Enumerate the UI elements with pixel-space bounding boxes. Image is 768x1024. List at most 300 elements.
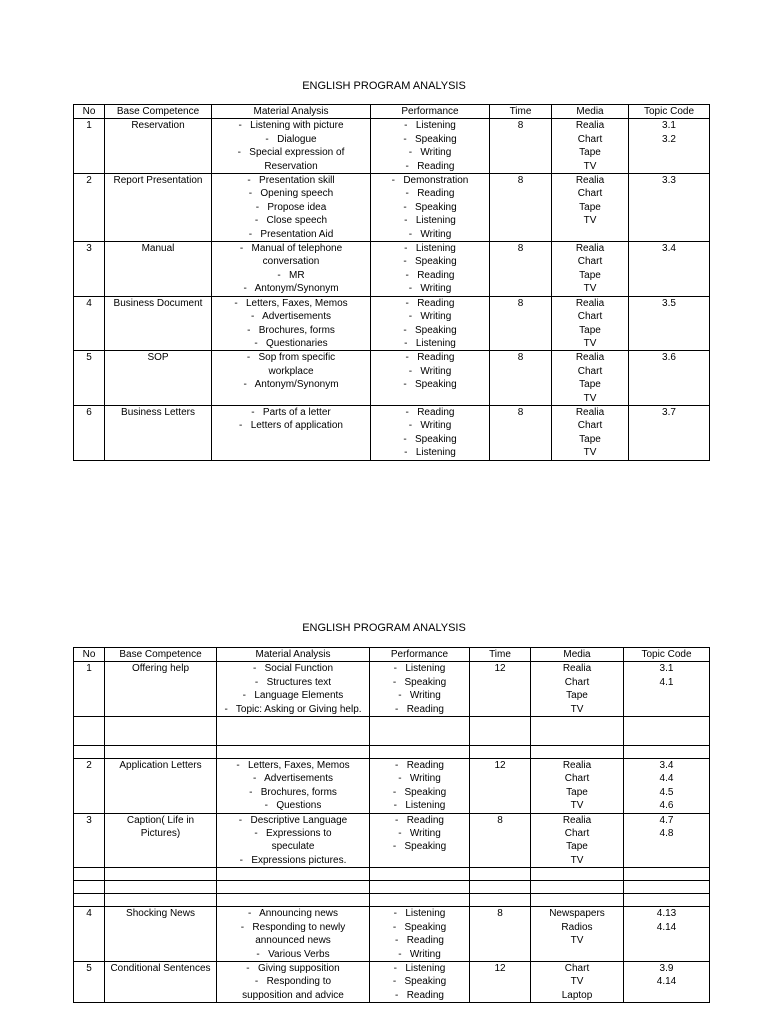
material-item: - Social Function xyxy=(219,662,367,675)
table-row xyxy=(74,242,710,297)
material-item: - Expressions to xyxy=(219,827,367,840)
page-title: ENGLISH PROGRAM ANALYSIS xyxy=(302,80,466,92)
topic-code: 3.2 xyxy=(662,133,676,145)
topic-code: 3.1 xyxy=(662,120,676,132)
media-item: TV xyxy=(583,392,597,404)
topic-code: 4.6 xyxy=(659,800,674,812)
header-material-analysis: Material Analysis xyxy=(217,648,370,662)
empty-cell xyxy=(370,746,470,759)
row-number: 5 xyxy=(74,351,105,406)
material-item: - Antonym/Synonym xyxy=(214,378,368,391)
media-cell xyxy=(531,961,624,1002)
time-cell: 12 xyxy=(470,759,531,814)
time-cell: 8 xyxy=(490,296,552,351)
media-item: Tape xyxy=(579,269,601,281)
base-competence-text: Caption( Life in xyxy=(126,814,195,826)
time-cell: 8 xyxy=(490,174,552,242)
media-cell xyxy=(552,296,629,351)
empty-cell xyxy=(217,894,370,907)
media-item: TV xyxy=(583,447,597,459)
empty-cell xyxy=(624,881,710,894)
header-media: Media xyxy=(531,648,624,662)
base-competence-text: Offering help xyxy=(131,663,190,675)
row-number: 6 xyxy=(74,405,105,460)
material-item: - Presentation skill xyxy=(214,174,368,187)
material-item: - Expressions pictures. xyxy=(219,854,367,867)
material-item: - Sop from specific xyxy=(214,351,368,364)
media-item: TV xyxy=(570,854,584,866)
topic-code: 4.5 xyxy=(659,786,674,798)
material-item: - Questions xyxy=(219,799,367,812)
performance-cell xyxy=(370,662,470,717)
media-item: Chart xyxy=(577,420,603,432)
material-item: - Manual of telephone xyxy=(214,242,368,255)
media-item: Chart xyxy=(564,773,590,785)
media-item: Realia xyxy=(575,352,605,364)
material-item: speculate xyxy=(271,841,315,853)
performance-cell xyxy=(371,174,490,242)
base-competence-cell xyxy=(105,296,212,351)
empty-cell xyxy=(217,717,370,746)
empty-cell xyxy=(624,717,710,746)
header-performance: Performance xyxy=(370,648,470,662)
performance-item: - Listening xyxy=(372,662,467,675)
media-item: Realia xyxy=(575,175,605,187)
topic-code: 3.5 xyxy=(662,297,676,309)
row-number: 3 xyxy=(74,813,105,868)
topic-code-cell xyxy=(624,813,710,868)
performance-item: - Writing xyxy=(372,772,467,785)
material-item: - Antonym/Synonym xyxy=(214,282,368,295)
performance-item: - Speaking xyxy=(373,255,487,268)
material-item: - Announcing news xyxy=(219,907,367,920)
header-no: No xyxy=(74,648,105,662)
performance-item: - Reading xyxy=(372,703,467,716)
header-base-competence: Base Competence xyxy=(105,105,212,119)
base-competence-text: Manual xyxy=(141,243,175,255)
media-item: Newspapers xyxy=(549,908,605,920)
header-topic-code: Topic Code xyxy=(629,105,710,119)
material-item: - Language Elements xyxy=(219,689,367,702)
media-item: Realia xyxy=(575,297,605,309)
material-item: conversation xyxy=(262,256,320,268)
performance-item: - Writing xyxy=(372,827,467,840)
performance-item: - Reading xyxy=(373,269,487,282)
performance-item: - Speaking xyxy=(373,201,487,214)
media-cell xyxy=(552,351,629,406)
media-cell xyxy=(531,662,624,717)
performance-item: - Speaking xyxy=(373,133,487,146)
empty-cell xyxy=(624,746,710,759)
media-item: TV xyxy=(583,215,597,227)
material-analysis-cell xyxy=(212,242,371,297)
program-table xyxy=(73,104,710,461)
page-title: ENGLISH PROGRAM ANALYSIS xyxy=(302,622,466,634)
media-item: Tape xyxy=(579,147,601,159)
header-time: Time xyxy=(470,648,531,662)
empty-cell xyxy=(105,881,217,894)
empty-cell xyxy=(531,894,624,907)
row-number: 5 xyxy=(74,961,105,1002)
empty-cell xyxy=(531,717,624,746)
table-row xyxy=(74,405,710,460)
performance-item: - Writing xyxy=(373,310,487,323)
row-number: 3 xyxy=(74,242,105,297)
empty-cell xyxy=(470,881,531,894)
performance-item: - Speaking xyxy=(372,840,467,853)
media-item: Chart xyxy=(577,256,603,268)
row-number: 2 xyxy=(74,759,105,814)
topic-code-cell xyxy=(629,405,710,460)
topic-code: 3.6 xyxy=(662,352,676,364)
time-cell: 8 xyxy=(470,813,531,868)
topic-code: 4.8 xyxy=(659,828,674,840)
table-row xyxy=(74,759,710,814)
material-item: - Various Verbs xyxy=(219,948,367,961)
table-row xyxy=(74,813,710,868)
media-item: Chart xyxy=(564,828,590,840)
material-analysis-cell xyxy=(217,961,370,1002)
empty-table-row xyxy=(74,868,710,881)
media-item: Realia xyxy=(562,760,592,772)
media-item: Laptop xyxy=(561,989,593,1001)
time-cell: 12 xyxy=(470,662,531,717)
material-item: Reservation xyxy=(264,160,318,172)
topic-code: 3.4 xyxy=(662,243,676,255)
base-competence-text: SOP xyxy=(147,352,169,364)
table-row xyxy=(74,961,710,1002)
base-competence-text: Application Letters xyxy=(119,760,202,772)
material-item: - Responding to newly xyxy=(219,921,367,934)
table-header-row xyxy=(74,105,710,119)
performance-item: - Reading xyxy=(373,406,487,419)
material-item: - Giving supposition xyxy=(219,962,367,975)
performance-cell xyxy=(370,759,470,814)
base-competence-text: Pictures) xyxy=(140,828,181,840)
empty-cell xyxy=(624,894,710,907)
material-item: - MR xyxy=(214,269,368,282)
material-item: - Responding to xyxy=(219,975,367,988)
media-item: Realia xyxy=(575,406,605,418)
header-performance: Performance xyxy=(371,105,490,119)
empty-cell xyxy=(217,868,370,881)
media-item: Realia xyxy=(562,663,592,675)
performance-cell xyxy=(371,119,490,174)
material-item: workplace xyxy=(268,365,314,377)
topic-code: 4.14 xyxy=(656,976,677,988)
time-cell: 8 xyxy=(470,907,531,962)
topic-code-cell xyxy=(624,907,710,962)
performance-item: - Listening xyxy=(373,214,487,227)
time-cell: 8 xyxy=(490,351,552,406)
topic-code-cell xyxy=(629,351,710,406)
empty-cell xyxy=(105,894,217,907)
topic-code: 3.4 xyxy=(659,760,674,772)
material-analysis-cell xyxy=(217,759,370,814)
material-analysis-cell xyxy=(212,405,371,460)
performance-cell xyxy=(371,351,490,406)
media-item: TV xyxy=(570,800,584,812)
row-number: 4 xyxy=(74,907,105,962)
material-item: - Parts of a letter xyxy=(214,406,368,419)
header-topic-code: Topic Code xyxy=(624,648,710,662)
performance-item: - Listening xyxy=(373,242,487,255)
topic-code: 4.4 xyxy=(659,773,674,785)
media-item: Realia xyxy=(562,814,592,826)
material-item: - Questionaries xyxy=(214,337,368,350)
header-no: No xyxy=(74,105,105,119)
topic-code: 3.1 xyxy=(659,663,674,675)
material-item: - Listening with picture xyxy=(214,119,368,132)
performance-item: - Reading xyxy=(373,160,487,173)
material-item: - Brochures, forms xyxy=(214,324,368,337)
empty-table-row xyxy=(74,881,710,894)
material-item: - Letters, Faxes, Memos xyxy=(219,759,367,772)
performance-item: - Demonstration xyxy=(373,174,487,187)
table-row xyxy=(74,907,710,962)
header-media: Media xyxy=(552,105,629,119)
table-row xyxy=(74,119,710,174)
material-item: announced news xyxy=(255,935,331,947)
empty-cell xyxy=(370,881,470,894)
base-competence-text: Reservation xyxy=(131,120,185,132)
empty-cell xyxy=(217,881,370,894)
base-competence-cell xyxy=(105,907,217,962)
media-cell xyxy=(552,174,629,242)
table-row xyxy=(74,174,710,242)
media-item: Tape xyxy=(566,841,588,853)
time-cell: 8 xyxy=(490,119,552,174)
table-row xyxy=(74,662,710,717)
material-analysis-cell xyxy=(217,813,370,868)
performance-item: - Writing xyxy=(373,365,487,378)
performance-item: - Speaking xyxy=(373,433,487,446)
topic-code: 3.9 xyxy=(659,962,674,974)
media-item: TV xyxy=(583,160,597,172)
media-item: TV xyxy=(583,337,597,349)
empty-cell xyxy=(74,746,105,759)
media-item: Chart xyxy=(577,365,603,377)
media-item: Tape xyxy=(579,324,601,336)
media-item: TV xyxy=(570,935,584,947)
performance-item: - Writing xyxy=(372,689,467,702)
media-item: Radios xyxy=(561,921,593,933)
material-analysis-cell xyxy=(217,662,370,717)
empty-cell xyxy=(217,746,370,759)
topic-code-cell xyxy=(624,961,710,1002)
performance-item: - Reading xyxy=(372,814,467,827)
performance-item: - Speaking xyxy=(372,786,467,799)
performance-item: - Listening xyxy=(372,962,467,975)
material-item: - Structures text xyxy=(219,676,367,689)
media-item: TV xyxy=(570,976,584,988)
base-competence-text: Shocking News xyxy=(126,908,195,920)
media-item: Chart xyxy=(577,133,603,145)
base-competence-text: Report Presentation xyxy=(113,175,203,187)
media-cell xyxy=(552,242,629,297)
header-material-analysis: Material Analysis xyxy=(212,105,371,119)
media-item: TV xyxy=(583,283,597,295)
material-item: - Close speech xyxy=(214,214,368,227)
performance-item: - Reading xyxy=(372,989,467,1002)
topic-code: 3.3 xyxy=(662,175,676,187)
row-number: 1 xyxy=(74,662,105,717)
table-row xyxy=(74,351,710,406)
performance-item: - Speaking xyxy=(373,324,487,337)
media-cell xyxy=(531,759,624,814)
empty-cell xyxy=(470,717,531,746)
topic-code-cell xyxy=(629,296,710,351)
table-header-row xyxy=(74,648,710,662)
topic-code-cell xyxy=(624,759,710,814)
empty-table-row xyxy=(74,894,710,907)
empty-table-row xyxy=(74,746,710,759)
time-cell: 12 xyxy=(470,961,531,1002)
material-item: - Letters, Faxes, Memos xyxy=(214,297,368,310)
empty-cell xyxy=(74,881,105,894)
media-item: Chart xyxy=(564,676,590,688)
material-item: supposition and advice xyxy=(242,989,344,1001)
empty-cell xyxy=(370,717,470,746)
empty-cell xyxy=(370,894,470,907)
empty-cell xyxy=(370,868,470,881)
empty-cell xyxy=(74,717,105,746)
empty-cell xyxy=(105,868,217,881)
material-item: - Advertisements xyxy=(219,772,367,785)
table-row xyxy=(74,296,710,351)
empty-cell xyxy=(531,746,624,759)
base-competence-cell xyxy=(105,174,212,242)
material-analysis-cell xyxy=(212,174,371,242)
media-cell xyxy=(531,907,624,962)
topic-code-cell xyxy=(629,174,710,242)
empty-cell xyxy=(470,894,531,907)
material-item: - Descriptive Language xyxy=(219,814,367,827)
material-item: - Special expression of xyxy=(214,146,368,159)
performance-cell xyxy=(370,813,470,868)
base-competence-cell xyxy=(105,119,212,174)
performance-item: - Listening xyxy=(373,337,487,350)
media-item: Tape xyxy=(579,201,601,213)
performance-cell xyxy=(371,296,490,351)
topic-code: 4.14 xyxy=(656,921,677,933)
media-item: Tape xyxy=(579,433,601,445)
performance-item: - Writing xyxy=(373,282,487,295)
performance-item: - Listening xyxy=(372,799,467,812)
performance-item: - Writing xyxy=(373,228,487,241)
performance-item: - Writing xyxy=(372,948,467,961)
performance-item: - Reading xyxy=(373,187,487,200)
performance-item: - Speaking xyxy=(373,378,487,391)
media-item: Chart xyxy=(564,962,590,974)
topic-code-cell xyxy=(629,119,710,174)
material-item: - Letters of application xyxy=(214,419,368,432)
base-competence-cell xyxy=(105,662,217,717)
material-item: - Advertisements xyxy=(214,310,368,323)
empty-table-row xyxy=(74,717,710,746)
performance-item: - Speaking xyxy=(372,975,467,988)
material-analysis-cell xyxy=(212,119,371,174)
performance-cell xyxy=(370,961,470,1002)
material-item: - Brochures, forms xyxy=(219,786,367,799)
media-cell xyxy=(552,119,629,174)
empty-cell xyxy=(624,868,710,881)
base-competence-text: Business Document xyxy=(113,297,203,309)
topic-code-cell xyxy=(629,242,710,297)
base-competence-text: Conditional Sentences xyxy=(110,962,211,974)
empty-cell xyxy=(470,868,531,881)
material-analysis-cell xyxy=(217,907,370,962)
performance-item: - Reading xyxy=(373,351,487,364)
row-number: 2 xyxy=(74,174,105,242)
media-item: Chart xyxy=(577,311,603,323)
performance-item: - Writing xyxy=(373,146,487,159)
media-item: Chart xyxy=(577,188,603,200)
base-competence-cell xyxy=(105,961,217,1002)
row-number: 4 xyxy=(74,296,105,351)
material-item: - Presentation Aid xyxy=(214,228,368,241)
performance-item: - Listening xyxy=(373,446,487,459)
time-cell: 8 xyxy=(490,242,552,297)
performance-item: - Listening xyxy=(372,907,467,920)
base-competence-cell xyxy=(105,405,212,460)
performance-item: - Writing xyxy=(373,419,487,432)
media-item: Realia xyxy=(575,120,605,132)
performance-item: - Speaking xyxy=(372,921,467,934)
performance-cell xyxy=(371,405,490,460)
material-analysis-cell xyxy=(212,351,371,406)
base-competence-cell xyxy=(105,351,212,406)
empty-cell xyxy=(74,868,105,881)
performance-item: - Reading xyxy=(373,297,487,310)
performance-cell xyxy=(371,242,490,297)
performance-cell xyxy=(370,907,470,962)
program-table xyxy=(73,647,710,1003)
media-item: TV xyxy=(570,703,584,715)
empty-cell xyxy=(531,881,624,894)
material-item: - Topic: Asking or Giving help. xyxy=(219,703,367,716)
topic-code: 3.7 xyxy=(662,406,676,418)
performance-item: - Speaking xyxy=(372,676,467,689)
row-number: 1 xyxy=(74,119,105,174)
media-item: Tape xyxy=(579,379,601,391)
media-cell xyxy=(552,405,629,460)
media-item: Tape xyxy=(566,786,588,798)
media-cell xyxy=(531,813,624,868)
material-analysis-cell xyxy=(212,296,371,351)
performance-item: - Listening xyxy=(373,119,487,132)
material-item: - Propose idea xyxy=(214,201,368,214)
topic-code: 4.1 xyxy=(659,676,674,688)
base-competence-text: Business Letters xyxy=(121,406,195,418)
topic-code-cell xyxy=(624,662,710,717)
topic-code: 4.7 xyxy=(659,814,674,826)
header-base-competence: Base Competence xyxy=(105,648,217,662)
base-competence-cell xyxy=(105,813,217,868)
material-item: - Dialogue xyxy=(214,133,368,146)
topic-code: 4.13 xyxy=(656,908,677,920)
empty-cell xyxy=(470,746,531,759)
time-cell: 8 xyxy=(490,405,552,460)
material-item: - Opening speech xyxy=(214,187,368,200)
empty-cell xyxy=(74,894,105,907)
performance-item: - Reading xyxy=(372,759,467,772)
empty-cell xyxy=(105,717,217,746)
base-competence-cell xyxy=(105,759,217,814)
empty-cell xyxy=(531,868,624,881)
media-item: Tape xyxy=(566,690,588,702)
base-competence-cell xyxy=(105,242,212,297)
